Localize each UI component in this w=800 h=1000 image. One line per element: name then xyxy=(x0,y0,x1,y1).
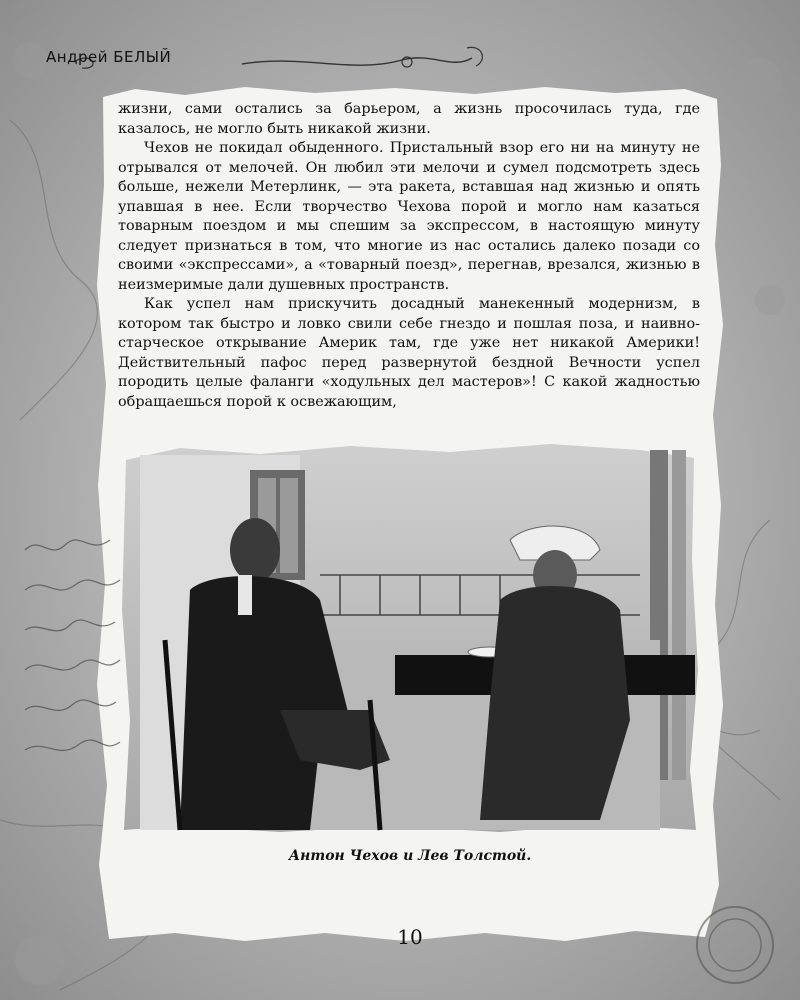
running-header-author: Андрей БЕЛЫЙ xyxy=(46,48,172,66)
body-text xyxy=(118,100,700,412)
handwriting-decoration xyxy=(20,530,130,790)
page-number: 10 xyxy=(397,925,423,949)
paragraph: жизни, сами остались за барьером, а жизнь просочилась туда, где казалось, не могло быть никакой жизни. xyxy=(118,101,700,137)
paragraph: Чехов не покидал обыденного. Пристальный взор его ни на минуту не отрывался от мелочей. Он любил эти мелочи и сумел подсмотреть здесь больше, нежели Метерлинк, — эта ракета, вставшая над жизнью и опять упавшая в нее. Если творчество Чехова порой и могло нам казаться товарным поездом и мы спешим за экспрессом, в настоящую минуту следует признаться в том, что многие из нас остались далеко позади со своими «экспрессами», а «товарный поезд», перегнав, врезался, жизнью в неизмеримые дали душевных пространств. xyxy=(118,140,700,293)
postmark-stamp xyxy=(690,900,780,990)
photo-caption: Антон Чехов и Лев Толстой. xyxy=(288,848,532,864)
paragraph: Как успел нам прискучить досадный манекенный модернизм, в котором так быстро и ловко свили себе гнездо и пошлая поза, и наивно-старческое открывание Америк там, где уже нет никакой Америки! Действительный пафос перед развернутой бездной Вечности успел породить целые фаланги «ходульных дел мастеров»! С какой жадностью обращаешься порой к освежающим, xyxy=(118,296,700,410)
photograph-chekhov-tolstoy xyxy=(120,440,700,835)
